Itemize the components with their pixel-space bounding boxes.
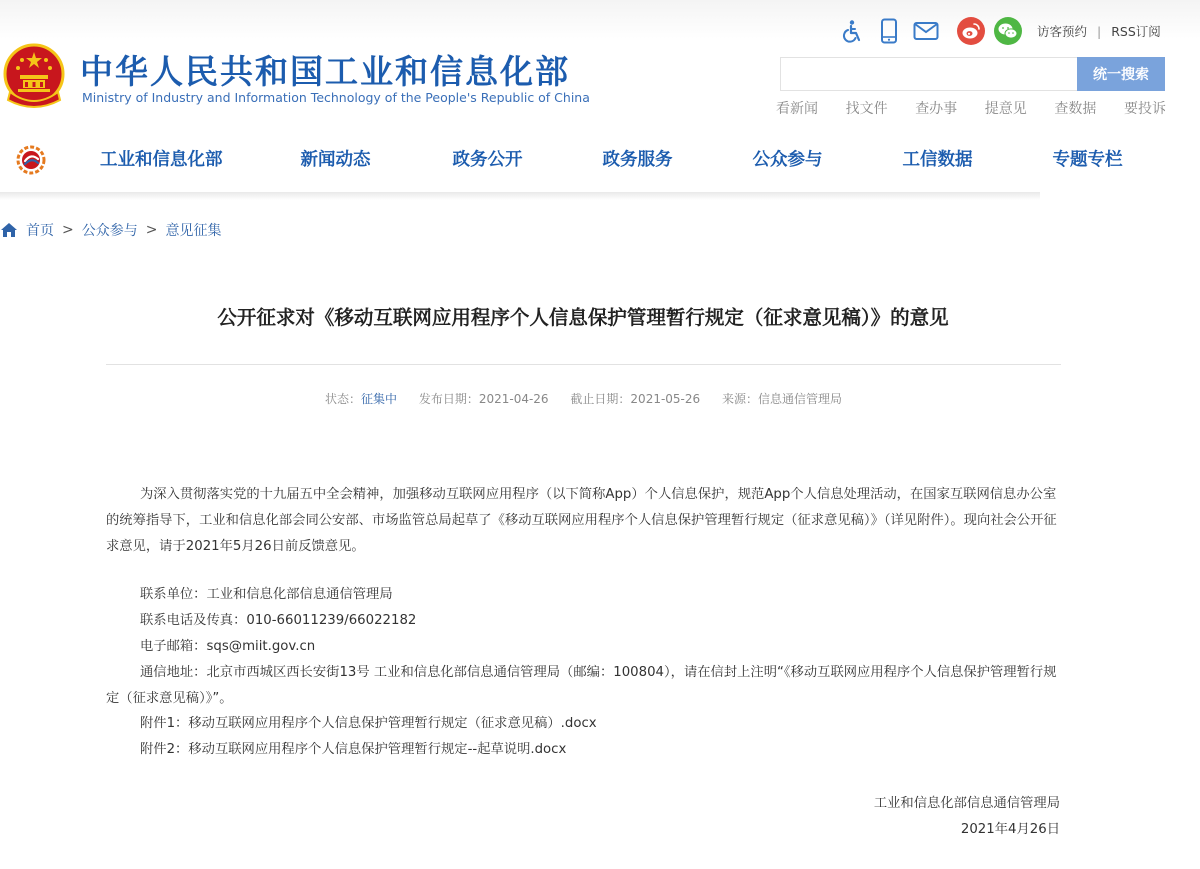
contact-phone: 联系电话及传真：010-66011239/66022182 [140,613,417,628]
top-links [1037,22,1161,40]
site-header [0,0,1200,130]
quick-link-data[interactable]: 查数据 [1054,101,1097,117]
contact-email: 电子邮箱：sqs@miit.gov.cn [140,639,316,654]
national-emblem-icon[interactable] [2,42,66,110]
nav-items [100,146,1123,171]
publish-date-label: 发布日期： [418,392,479,406]
nav-item-services[interactable]: 政务服务 [602,150,673,170]
top-icon-bar [838,16,1031,46]
deadline-label: 截止日期： [570,392,631,406]
deadline-date: 2021-05-26 [630,392,701,406]
site-subtitle: Ministry of Industry and Information Technology of the People's Republic of China [82,90,590,105]
contact-unit: 联系单位：工业和信息化部信息通信管理局 [140,587,393,602]
attachment-2 [106,737,1061,763]
nav-item-government-affairs[interactable]: 政务公开 [452,150,523,170]
visitor-appointment-link[interactable]: 访客预约 [1037,24,1088,39]
status-badge: 征集中 [360,392,397,406]
nav-item-topics[interactable]: 专题专栏 [1052,150,1123,170]
status-label: 状态： [324,392,361,406]
signature: 工业和信息化部信息通信管理局 [873,796,1060,811]
attachment-1 [106,711,1061,737]
breadcrumb-opinion-collection[interactable]: 意见征集 [165,223,222,239]
breadcrumb [0,220,221,240]
signature-date: 2021年4月26日 [960,822,1060,837]
quick-link-complaint[interactable]: 要投诉 [1123,101,1166,117]
wechat-icon[interactable] [994,17,1022,45]
nav-item-data[interactable]: 工信数据 [902,150,973,170]
title-divider [106,364,1061,365]
main-nav [0,130,1200,188]
breadcrumb-public-participation[interactable]: 公众参与 [81,223,138,239]
nav-item-miit[interactable]: 工业和信息化部 [100,150,223,170]
attachment-2-label: 附件2： [140,742,189,757]
quick-links [776,98,1166,118]
search-button[interactable]: 统一搜索 [1077,57,1165,91]
quick-link-services[interactable]: 查办事 [915,101,958,117]
breadcrumb-home[interactable]: 首页 [26,223,54,239]
intro-paragraph: 为深入贯彻落实党的十九届五中全会精神，加强移动互联网应用程序（以下简称App）个人信息保护，规范App个人信息处理活动，在国家互联网信息办公室的统筹指导下，工业和信息化部会同公安部、市场监管总局起草了《移动互联网应用程序个人信息保护管理暂行规定（征求意见稿）》（详见附件）。现向社会公开征求意见，请于2021年5月26日前反馈意见。 [106,487,1057,554]
source-value: 信息通信管理局 [758,392,843,406]
nav-shadow [0,192,1040,200]
quick-link-feedback[interactable]: 提意见 [984,101,1027,117]
home-icon[interactable] [0,221,18,239]
attachment-1-label: 附件1： [140,716,189,731]
nav-item-public-participation[interactable]: 公众参与 [752,150,823,170]
search-input[interactable] [780,57,1077,91]
top-links-separator: | [1097,24,1102,39]
quick-link-files[interactable]: 找文件 [845,101,888,117]
mail-icon[interactable] [912,17,940,45]
attachment-2-link[interactable]: 移动互联网应用程序个人信息保护管理暂行规定--起草说明.docx [188,742,567,757]
attachment-1-link[interactable]: 移动互联网应用程序个人信息保护管理暂行规定（征求意见稿）.docx [188,716,597,731]
mobile-icon[interactable] [875,17,903,45]
article-meta [106,390,1061,407]
accessibility-icon[interactable] [838,17,866,45]
nav-item-news[interactable]: 新闻动态 [300,150,371,170]
breadcrumb-separator: > [145,222,158,238]
site-title[interactable]: 中华人民共和国工业和信息化部 [80,52,570,91]
miit-logo-icon[interactable] [15,144,47,176]
rss-link[interactable]: RSS订阅 [1111,24,1161,39]
weibo-icon[interactable] [957,17,985,45]
contact-address: 通信地址：北京市西城区西长安街13号 工业和信息化部信息通信管理局（邮编：100804），请在信封上注明“《移动互联网应用程序个人信息保护管理暂行规定（征求意见稿）》”。 [106,665,1057,706]
publish-date: 2021-04-26 [478,392,549,406]
source-label: 来源： [722,392,759,406]
quick-link-news[interactable]: 看新闻 [776,101,818,117]
article-title: 公开征求对《移动互联网应用程序个人信息保护管理暂行规定（征求意见稿）》的意见 [217,306,949,329]
breadcrumb-separator: > [62,222,74,238]
